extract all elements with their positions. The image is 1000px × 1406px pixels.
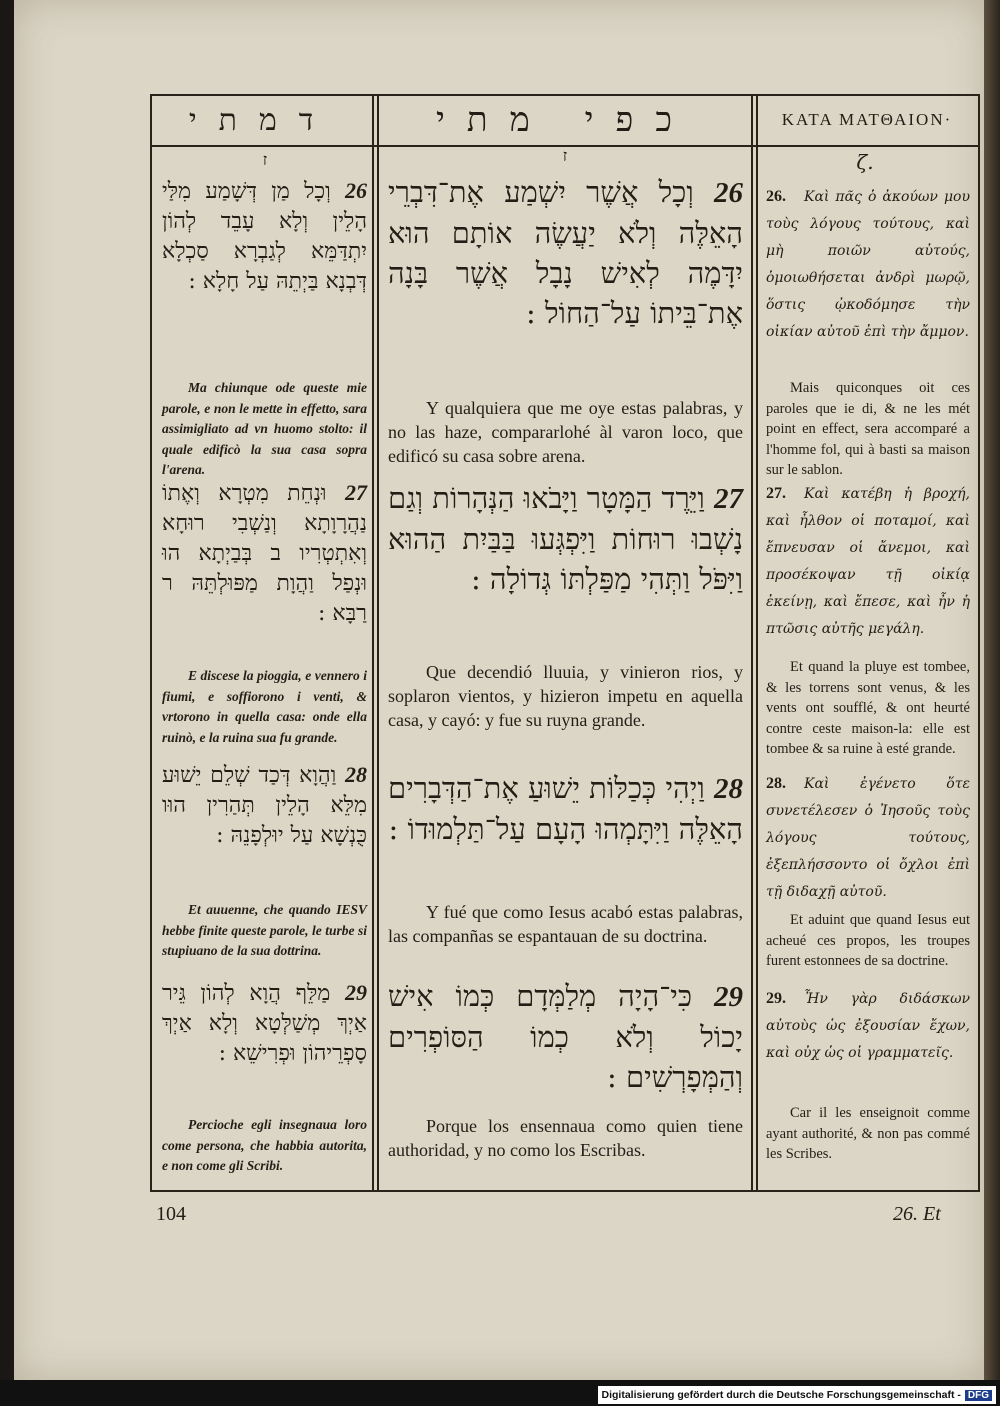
catchword: 26. Et xyxy=(893,1203,941,1225)
french-verse-29: Car il les enseignoit comme ayant authorité, & non pas commé les Scribes. xyxy=(766,1105,970,1162)
italian-verse-28: Et auuenne, che quando IESV hebbe finite queste parole, le turbe si stupiuano de la sua dottrina. xyxy=(162,902,367,958)
spanish-verse-28: Y fué que como Iesus acabó estas palabras, las companñas se espantauan de su doctrina. xyxy=(388,902,743,946)
italian-verse-26: Ma chiunque ode queste mie parole, e non le mette in effetto, sara assimigliato ad vn huomo stolto: il quale edificò la sua casa sopra l'arena. xyxy=(162,380,367,477)
aramaic-verse-27 xyxy=(162,478,367,629)
aramaic-verse-26 xyxy=(162,176,367,297)
verse-text: וַיְהִי כְּכַלּוֹת יֵשׁוּעַ אֶת־הַדְּבָרִים הָאֵלֶּה וַיִּתָּמְהוּ הָעָם עַל־תַּלְמוּדוֹ : xyxy=(388,771,743,846)
page-edge xyxy=(984,0,1000,1380)
verse-number: 27. xyxy=(766,485,786,502)
dfg-logo: DFG xyxy=(965,1390,992,1401)
verse-text: וַהֲוָא דְּכַד שְׁלֵם יֵשׁוּע מִלֵּא הָלֵין תְּהַרִין הוּו כֻּנְשָׁא עַל יוּלְפָנֵהּ : xyxy=(162,763,367,848)
chapter-mark: ז xyxy=(562,146,568,165)
verse-number: 29 xyxy=(345,980,368,1005)
greek-verse-26 xyxy=(766,183,970,346)
spanish-verse-27: Que decendió lluuia, y vinieron rios, y soplaron vientos, y hizieron impetu en aquella casa, y cayó: y fue su ruyna grande. xyxy=(388,662,743,730)
hebrew-verse-29 xyxy=(388,976,743,1097)
funding-credit xyxy=(598,1386,997,1404)
aramaic-verse-29 xyxy=(162,978,367,1069)
column-divider xyxy=(751,94,753,1192)
verse-number: 29. xyxy=(766,990,786,1007)
italian-verse-29: Percioche egli insegnaua loro come persona, che habbia autorita, e non come gli Scribi. xyxy=(162,1117,367,1173)
verse-text: Καὶ πᾶς ὁ ἀκούων μου τοὺς λόγους τούτους, καὶ μὴ ποιῶν αὐτούς, ὁμοιωθήσεται ἀνδρὶ μωρῷ, ὅστις ᾠκοδόμησε τὴν οἰκίαν αὐτοῦ ἐπὶ τὴν ἄμμον. xyxy=(766,189,970,340)
spanish-verse-29: Porque los ensennaua como quien tiene authoridad, y no como los Escribas. xyxy=(388,1116,743,1160)
verse-text: כִּי־הָיָה מְלַמְּדָם כְּמוֹ אִישׁ יָכוֹל וְלֹא כְמוֹ הַסּוֹפְרִים וְהַמְּפָרְשִׁים : xyxy=(388,979,743,1094)
verse-text: וַיֵּרֶד הַמָּטָר וַיָּבֹאוּ הַנְּהָרוֹת וְגַם נָשְׁבוּ רוּחוֹת וַיִּפְגְּעוּ בַּבַּיִת הַהוּא וַיִּפֹּל וַתְּהִי מַפַּלְתּוֹ גְּדוֹלָה : xyxy=(388,481,743,596)
header-aramaic: דמתי xyxy=(188,102,336,138)
italian-verse-27: E discese la pioggia, e vennero i fiumi, e soffiorono i venti, & vrtorono in quella casa: onde ella ruinò, e la ruina sua fu grande. xyxy=(162,668,367,745)
verse-number: 27 xyxy=(345,480,368,505)
verse-number: 28. xyxy=(766,775,786,792)
verse-text: Καὶ κατέβη ἡ βροχή, καὶ ἦλθον οἱ ποταμοί, καὶ ἔπνευσαν οἱ ἄνεμοι, καὶ προσέκοψαν τῇ οἰκίᾳ ἐκείνῃ, καὶ ἔπεσε, καὶ ἦν ἡ πτῶσις αὐτῆς μεγάλη. xyxy=(766,486,970,637)
verse-number: 26 xyxy=(345,178,367,203)
header-greek: ΚΑΤΑ ΜΑΤΘΑΙΟΝ· xyxy=(781,110,953,129)
chapter-mark: ζ. xyxy=(856,150,874,174)
verse-text: Ἦν γὰρ διδάσκων αὐτοὺς ὡς ἐξουσίαν ἔχων, καὶ οὐχ ὡς οἱ γραμματεῖς. xyxy=(766,991,970,1061)
french-verse-26: Mais quiconques oit ces paroles que ie di, & ne les mét point en effect, sera accomparé a l'homme fol, qui à basti sa maison sur le sablon. xyxy=(766,380,970,478)
header-hebrew: כפי מתי xyxy=(436,100,694,140)
french-verse-27: Et quand la pluye est tombee, & les torrens sont venus, & les vents ont soufflé, & ont heurté contre ceste maison-la: elle est tombee & sa ruine à esté grande. xyxy=(766,659,970,757)
verse-text: וְכָל אֲשֶׁר יִשְׁמַע אֶת־דִּבְרֵי הָאֵלֶּה וְלֹא יַעֲשֶׂה אוֹתָם הוּא יִדָּמֶה לְאִישׁ נָבָל אֲשֶׁר בָּנָה אֶת־בֵּיתוֹ עַל־הַחוֹל : xyxy=(388,175,743,330)
verse-number: 26 xyxy=(714,177,744,209)
credit-text: Digitalisierung gefördert durch die Deutsche Forschungsgemeinschaft - xyxy=(601,1389,961,1401)
spanish-verse-26: Y qualquiera que me oye estas palabras, y no las haze, compararlohé àl varon loco, que edificó su casa sobre arena. xyxy=(388,398,743,466)
page-number: 104 xyxy=(156,1203,186,1225)
greek-verse-27 xyxy=(766,480,970,643)
column-divider xyxy=(372,94,374,1192)
verse-number: 27 xyxy=(714,483,743,515)
verse-number: 29 xyxy=(714,981,743,1013)
verse-number: 28 xyxy=(714,773,744,805)
hebrew-verse-28 xyxy=(388,768,743,849)
verse-number: 28 xyxy=(345,762,368,787)
verse-text: Καὶ ἐγένετο ὅτε συνετέλεσεν ὁ Ἰησοῦς τοὺς λόγους τούτους, ἐξεπλήσσοντο οἱ ὄχλοι ἐπὶ τῇ διδαχῇ αὐτοῦ. xyxy=(766,776,970,900)
hebrew-verse-26 xyxy=(388,172,743,333)
french-verse-28: Et aduint que quand Iesus eut acheué ces propos, les troupes furent estonnees de sa doctrine. xyxy=(766,912,970,969)
column-divider xyxy=(756,94,758,1192)
verse-text: וּנְחֵת מִטְרָא וְאֶתוֹ נַהֲרָוָתָא וְנַשְׁבִי רוּחָא וְאִתְטְרִיו ב בְּבַיְתָא הוּ וּנְפַל וַהֲוָת מַפּוּלְתֵּהּ ר רַבָּא : xyxy=(162,481,367,626)
aramaic-verse-28 xyxy=(162,760,367,851)
chapter-mark: ז xyxy=(262,150,268,169)
verse-number: 26. xyxy=(766,188,786,205)
hebrew-verse-27 xyxy=(388,478,743,599)
greek-verse-28 xyxy=(766,770,970,906)
verse-text: מַלֵּף הֲוָא לְהוֹן גֵּיר אַיְךְ מְשַׁלְּטָא וְלָא אַיְךְ סָפְרֵיהוֹן וּפְרִישֵׁא : xyxy=(162,981,367,1066)
bottom-rule xyxy=(150,1190,978,1192)
top-rule xyxy=(150,94,978,96)
verse-text: וְכָל מַן דְּשָׁמַע מִלַּי הָלֵין וְלָא עָבֵד לְהוֹן יִתְדַּמֵּא לְגַבְרָא סַכְלָא דְּבְנָא בַּיְתֵהּ עַל חָלָא : xyxy=(162,179,367,294)
column-divider xyxy=(377,94,379,1192)
greek-verse-29 xyxy=(766,985,970,1067)
